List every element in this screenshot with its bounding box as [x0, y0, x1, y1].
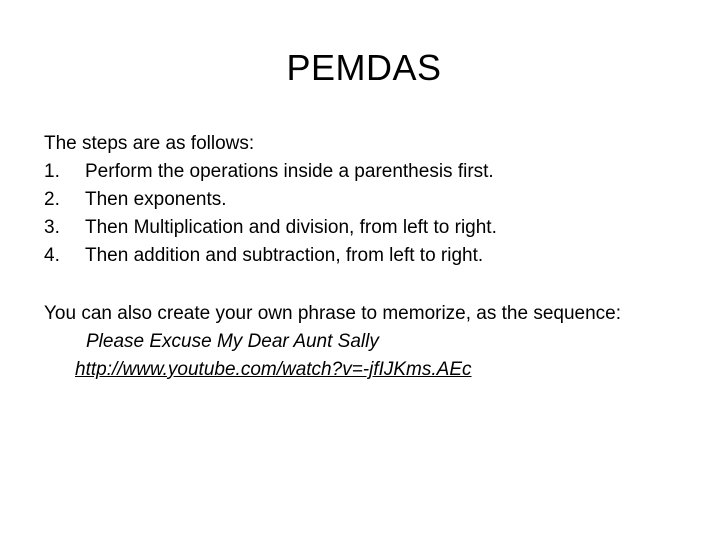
step-number: 3.: [44, 217, 60, 238]
step-item: [44, 186, 684, 214]
spacer: [44, 270, 684, 300]
step-item: [44, 242, 684, 270]
step-text: Then Multiplication and division, from left to right.: [85, 217, 497, 238]
step-text: Then exponents.: [85, 189, 227, 210]
step-text: Perform the operations inside a parenthesis first.: [85, 161, 494, 182]
step-number: 4.: [44, 245, 60, 266]
slide-body: [44, 130, 684, 384]
video-link[interactable]: http://www.youtube.com/watch?v=-jfIJKms.AEc: [75, 359, 472, 380]
step-item: [44, 158, 684, 186]
mnemonic-paragraph: [44, 300, 684, 356]
video-link-line: [44, 356, 684, 384]
step-item: [44, 214, 684, 242]
slide-title: PEMDAS: [286, 47, 442, 88]
step-text: Then addition and subtraction, from left to right.: [85, 245, 484, 266]
step-number: 2.: [44, 189, 60, 210]
mnemonic-text: You can also create your own phrase to memorize, as the sequence:: [44, 303, 622, 324]
step-number: 1.: [44, 161, 60, 182]
steps-list: [44, 158, 684, 270]
mnemonic-phrase: Please Excuse My Dear Aunt Sally: [86, 331, 379, 352]
intro-text: The steps are as follows:: [44, 133, 255, 154]
